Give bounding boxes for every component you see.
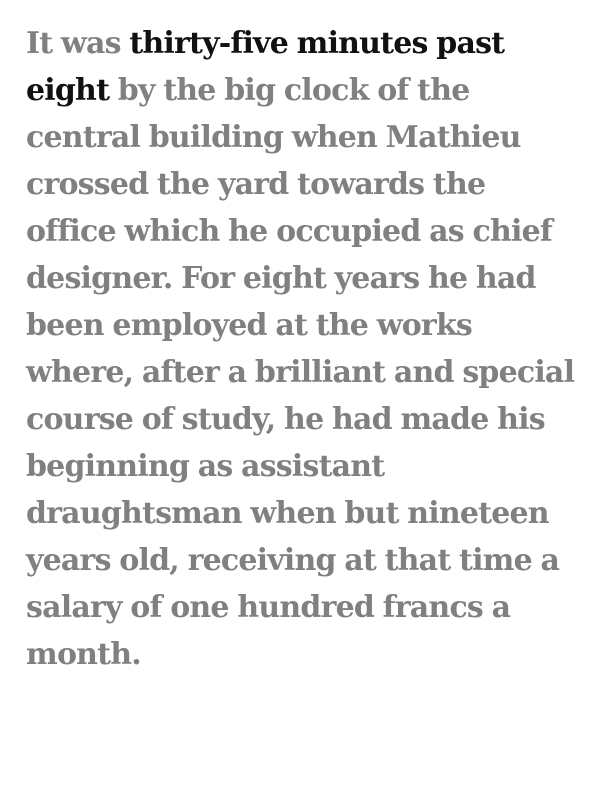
paragraph-intro-text: It was (26, 26, 130, 61)
paragraph (26, 20, 578, 678)
paragraph-body-text: by the big clock of the central building when Mathieu crossed the yard towards the office which he occupied as chief designer. For eight years he had been employed at the works where, after a brilliant and special course of study, he had made his beginning as assistant draughtsman when but nineteen years old, receiving at that time a salary of one hundred francs a month. (26, 73, 575, 672)
highlighted-time-phrase: thirty-five minutes past eight (26, 26, 505, 108)
